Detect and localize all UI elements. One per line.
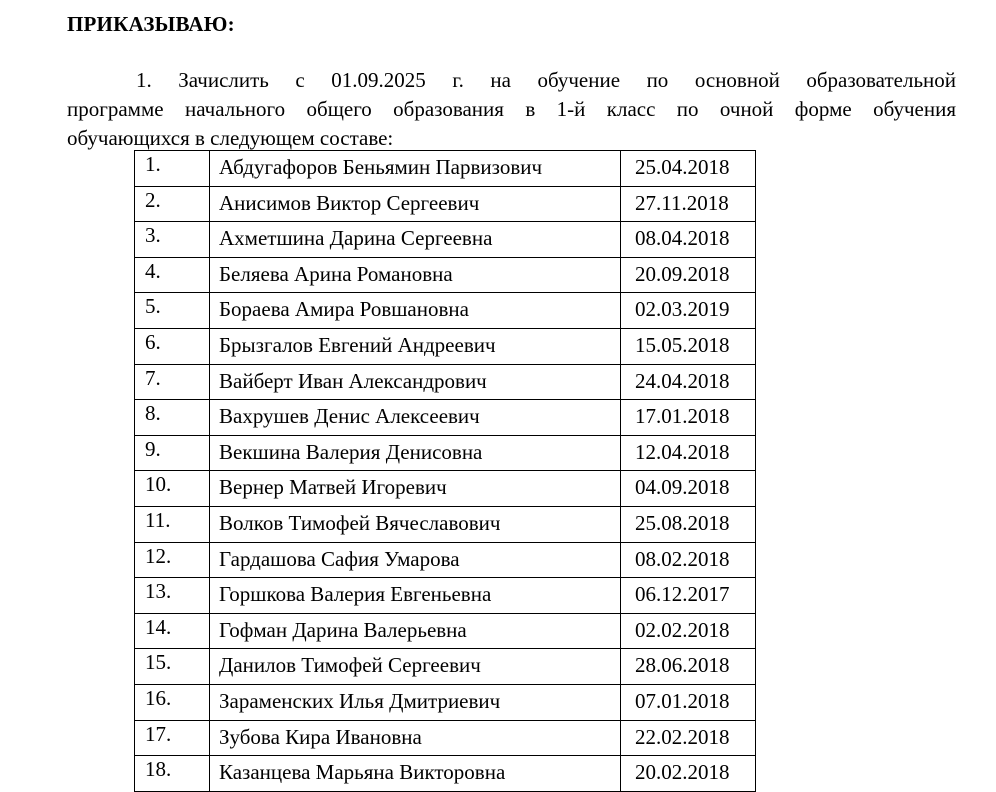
table-row	[135, 186, 756, 222]
student-name-cell: Абдугафоров Беньямин Парвизович	[210, 151, 621, 187]
table-row	[135, 756, 756, 792]
row-number-cell: 3.	[135, 222, 210, 258]
student-table-body	[135, 151, 756, 792]
row-number-cell: 5.	[135, 293, 210, 329]
table-row	[135, 151, 756, 187]
student-name-cell: Бораева Амира Ровшановна	[210, 293, 621, 329]
student-table	[134, 150, 756, 792]
table-row	[135, 400, 756, 436]
birth-date-cell: 22.02.2018	[621, 720, 756, 756]
table-row	[135, 506, 756, 542]
row-number-cell: 11.	[135, 506, 210, 542]
table-row	[135, 649, 756, 685]
student-name-cell: Зараменских Илья Дмитриевич	[210, 684, 621, 720]
row-number-cell: 12.	[135, 542, 210, 578]
table-row	[135, 471, 756, 507]
student-name-cell: Данилов Тимофей Сергеевич	[210, 649, 621, 685]
student-name-cell: Ахметшина Дарина Сергеевна	[210, 222, 621, 258]
paragraph-line-1: 1. Зачислить с 01.09.2025 г. на обучение по основной образовательной	[136, 68, 956, 92]
order-heading: ПРИКАЗЫВАЮ:	[67, 12, 235, 36]
birth-date-cell: 27.11.2018	[621, 186, 756, 222]
row-number-cell: 9.	[135, 435, 210, 471]
row-number-cell: 16.	[135, 684, 210, 720]
student-name-cell: Вернер Матвей Игоревич	[210, 471, 621, 507]
row-number-cell: 4.	[135, 257, 210, 293]
table-row	[135, 257, 756, 293]
table-row	[135, 578, 756, 614]
birth-date-cell: 12.04.2018	[621, 435, 756, 471]
row-number-cell: 2.	[135, 186, 210, 222]
table-row	[135, 364, 756, 400]
birth-date-cell: 08.04.2018	[621, 222, 756, 258]
enrollment-paragraph	[67, 66, 956, 153]
birth-date-cell: 25.04.2018	[621, 151, 756, 187]
table-row	[135, 328, 756, 364]
birth-date-cell: 02.03.2019	[621, 293, 756, 329]
student-name-cell: Вайберт Иван Александрович	[210, 364, 621, 400]
row-number-cell: 13.	[135, 578, 210, 614]
row-number-cell: 7.	[135, 364, 210, 400]
table-row	[135, 435, 756, 471]
table-row	[135, 720, 756, 756]
birth-date-cell: 15.05.2018	[621, 328, 756, 364]
birth-date-cell: 25.08.2018	[621, 506, 756, 542]
table-row	[135, 542, 756, 578]
table-row	[135, 684, 756, 720]
student-name-cell: Анисимов Виктор Сергеевич	[210, 186, 621, 222]
student-name-cell: Волков Тимофей Вячеславович	[210, 506, 621, 542]
birth-date-cell: 08.02.2018	[621, 542, 756, 578]
table-row	[135, 293, 756, 329]
student-name-cell: Зубова Кира Ивановна	[210, 720, 621, 756]
paragraph-line-2: программе начального общего образования в 1-й класс по очной форме обучения	[67, 97, 956, 121]
student-name-cell: Гардашова Сафия Умарова	[210, 542, 621, 578]
student-name-cell: Векшина Валерия Денисовна	[210, 435, 621, 471]
student-name-cell: Горшкова Валерия Евгеньевна	[210, 578, 621, 614]
birth-date-cell: 20.02.2018	[621, 756, 756, 792]
student-name-cell: Гофман Дарина Валерьевна	[210, 613, 621, 649]
birth-date-cell: 28.06.2018	[621, 649, 756, 685]
row-number-cell: 10.	[135, 471, 210, 507]
table-row	[135, 222, 756, 258]
student-name-cell: Беляева Арина Романовна	[210, 257, 621, 293]
birth-date-cell: 04.09.2018	[621, 471, 756, 507]
birth-date-cell: 20.09.2018	[621, 257, 756, 293]
row-number-cell: 18.	[135, 756, 210, 792]
row-number-cell: 14.	[135, 613, 210, 649]
row-number-cell: 6.	[135, 328, 210, 364]
birth-date-cell: 07.01.2018	[621, 684, 756, 720]
row-number-cell: 8.	[135, 400, 210, 436]
row-number-cell: 1.	[135, 151, 210, 187]
birth-date-cell: 24.04.2018	[621, 364, 756, 400]
student-name-cell: Брызгалов Евгений Андреевич	[210, 328, 621, 364]
row-number-cell: 15.	[135, 649, 210, 685]
row-number-cell: 17.	[135, 720, 210, 756]
birth-date-cell: 17.01.2018	[621, 400, 756, 436]
table-row	[135, 613, 756, 649]
birth-date-cell: 02.02.2018	[621, 613, 756, 649]
birth-date-cell: 06.12.2017	[621, 578, 756, 614]
student-name-cell: Казанцева Марьяна Викторовна	[210, 756, 621, 792]
student-name-cell: Вахрушев Денис Алексеевич	[210, 400, 621, 436]
paragraph-line-3: обучающихся в следующем составе:	[67, 126, 394, 150]
